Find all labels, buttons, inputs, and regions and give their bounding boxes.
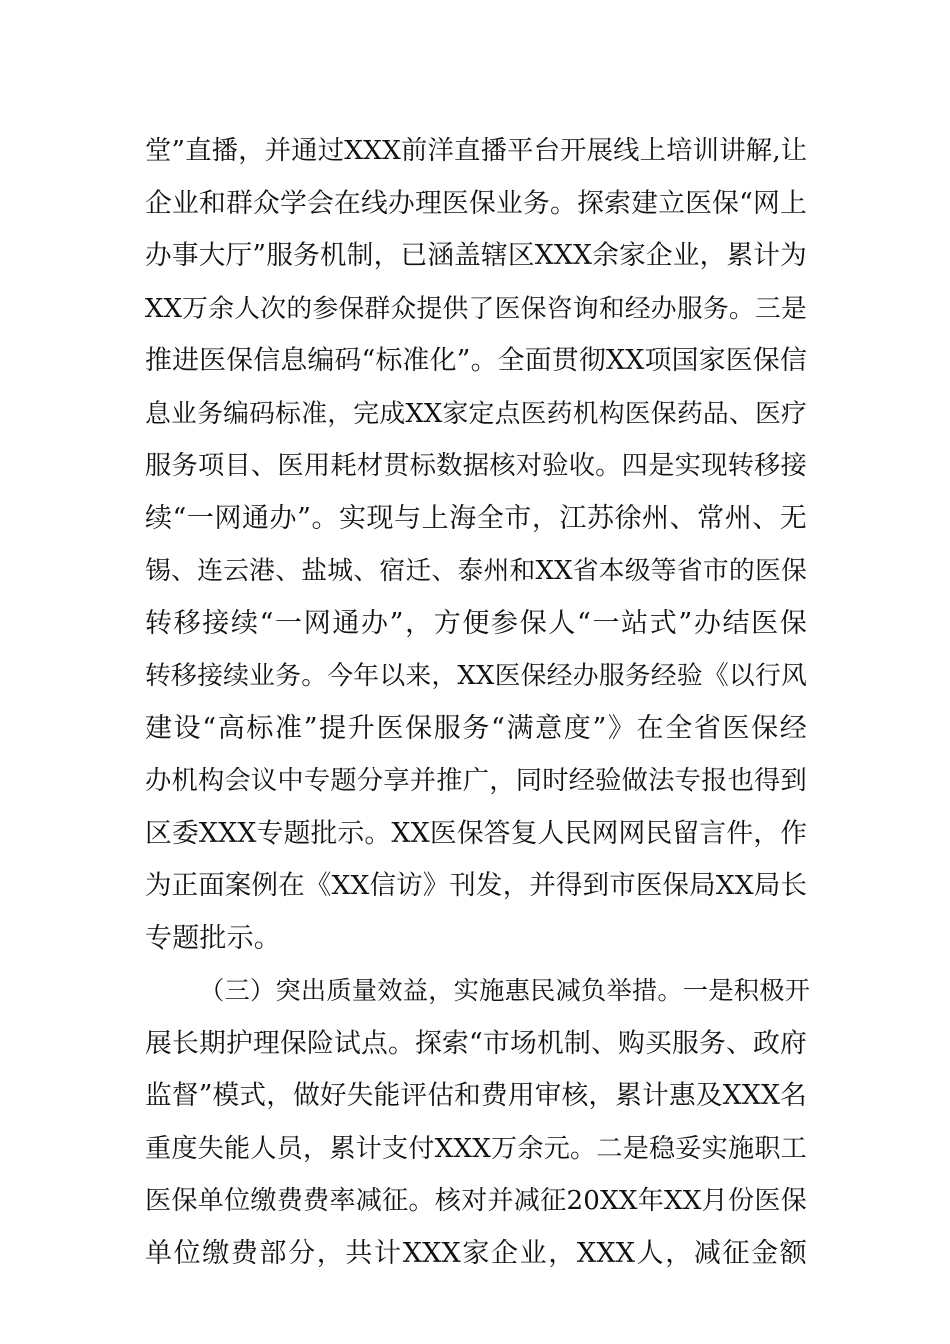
- text-line: 建设“高标准”提升医保服务“满意度”》在全省医保经: [145, 712, 807, 744]
- text-line: 医保单位缴费费率减征。核对并减征20XX年XX月份医保: [145, 1186, 807, 1216]
- text-line: 监督”模式，做好失能评估和费用审核，累计惠及XXX名: [145, 1080, 807, 1111]
- text-line: 办机构会议中专题分享并推广，同时经验做法专报也得到: [145, 766, 807, 796]
- text-line: 区委XXX专题批示。XX医保答复人民网网民留言件，作: [145, 817, 808, 849]
- paragraph-2: [145, 965, 811, 1280]
- text-line: 转移接续业务。今年以来，XX医保经办服务经验《以行风: [145, 661, 807, 691]
- text-line: （三）突出质量效益，实施惠民减负举措。一是积极开: [199, 976, 811, 1005]
- text-line: 锡、连云港、盐城、宿迁、泰州和XX省本级等省市的医保: [145, 556, 807, 586]
- text-line: XX万余人次的参保群众提供了医保咨询和经办服务。三是: [145, 293, 807, 324]
- document-body: [145, 125, 811, 1280]
- text-line: 办事大厅”服务机制，已涵盖辖区XXX余家企业，累计为: [145, 240, 807, 271]
- text-line: 企业和群众学会在线办理医保业务。探索建立医保“网上: [145, 187, 807, 219]
- text-line: 息业务编码标准，完成XX家定点医药机构医保药品、医疗: [145, 398, 807, 429]
- text-line: 服务项目、医用耗材贯标数据核对验收。四是实现转移接: [145, 451, 807, 481]
- paragraph-1: [145, 125, 807, 965]
- text-line: 堂”直播，并通过XXX前洋直播平台开展线上培训讲解,让: [145, 136, 808, 166]
- text-line: 为正面案例在《XX信访》刊发，并得到市医保局XX局长: [145, 870, 808, 901]
- text-line: 重度失能人员，累计支付XXX万余元。二是稳妥实施职工: [145, 1133, 807, 1164]
- text-line: 推进医保信息编码“标准化”。全面贯彻XX项国家医保信: [145, 345, 807, 376]
- text-line: 专题批示。: [145, 922, 281, 954]
- text-line: 展长期护理保险试点。探索“市场机制、购买服务、政府: [145, 1027, 807, 1059]
- text-line: 转移接续“一网通办”，方便参保人“一站式”办结医保: [145, 607, 807, 639]
- text-line: 单位缴费部分，共计XXX家企业，XXX人，减征金额: [145, 1237, 807, 1269]
- text-line: 续“一网通办”。实现与上海全市，江苏徐州、常州、无: [145, 502, 807, 534]
